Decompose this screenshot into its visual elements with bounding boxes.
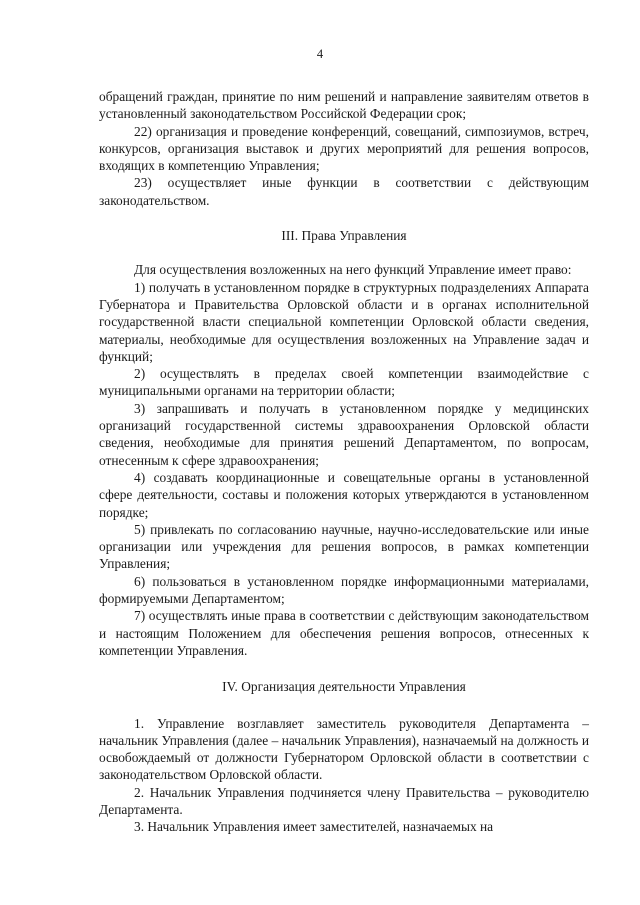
paragraph: 4) создавать координационные и совещательные органы в установленной сфере деятельности, составы и положения которых утверждаются в установленном порядке; (99, 469, 589, 520)
paragraph: 5) привлекать по согласованию научные, научно-исследовательские или иные организации или учреждения для решения вопросов, в рамках компетенции Управления; (99, 521, 589, 572)
paragraph: 1) получать в установленном порядке в структурных подразделениях Аппарата Губернатора и Правительства Орловской области и в органах исполнительной государственной власти специальной компетенции Орловской области сведения, материалы, необходимые для осуществления возложенных на Управление задач и функций; (99, 279, 589, 364)
paragraph: 3. Начальник Управления имеет заместителей, назначаемых на (134, 819, 494, 835)
section-heading-rights: III. Права Управления (281, 228, 407, 244)
paragraph: 2. Начальник Управления подчиняется члену Правительства – руководителю Департамента. (99, 784, 589, 817)
page-number: 4 (316, 47, 324, 61)
paragraph: 7) осуществлять иные права в соответствии с действующим законодательством и настоящим Положением для обеспечения решения вопросов, отнесенных к компетенции Управления. (99, 608, 589, 658)
paragraph: 3) запрашивать и получать в установленном порядке у медицинских организаций государственной системы здравоохранения Орловской области сведения, необходимые для принятия решений Департаментом, по вопросам, отнесенным к сфере здравоохранения; (99, 400, 589, 468)
paragraph: 1. Управление возглавляет заместитель руководителя Департамента – начальник Управления (далее – начальник Управления), назначаемый на должность и освобождаемый от должности Губернатором Орловской области в соответствии с законодательством Орловской области. (99, 715, 589, 783)
paragraph: Для осуществления возложенных на него функций Управление имеет право: (134, 262, 572, 278)
paragraph: 22) организация и проведение конференций, совещаний, симпозиумов, встреч, конкурсов, организация выставок и других мероприятий для решения вопросов, входящих в компетенцию Управления; (99, 123, 589, 174)
paragraph: 2) осуществлять в пределах своей компетенции взаимодействие с муниципальными органами на территории области; (99, 366, 589, 399)
paragraph: обращений граждан, принятие по ним решений и направление заявителям ответов в установленный законодательством Российской Федерации срок; (99, 89, 589, 122)
paragraph: 23) осуществляет иные функции в соответствии с действующим законодательством. (99, 175, 589, 208)
paragraph: 6) пользоваться в установленном порядке информационными материалами, формируемыми Департаментом; (99, 573, 589, 607)
section-heading-organization: IV. Организация деятельности Управления (222, 679, 466, 695)
document-body (99, 88, 589, 836)
